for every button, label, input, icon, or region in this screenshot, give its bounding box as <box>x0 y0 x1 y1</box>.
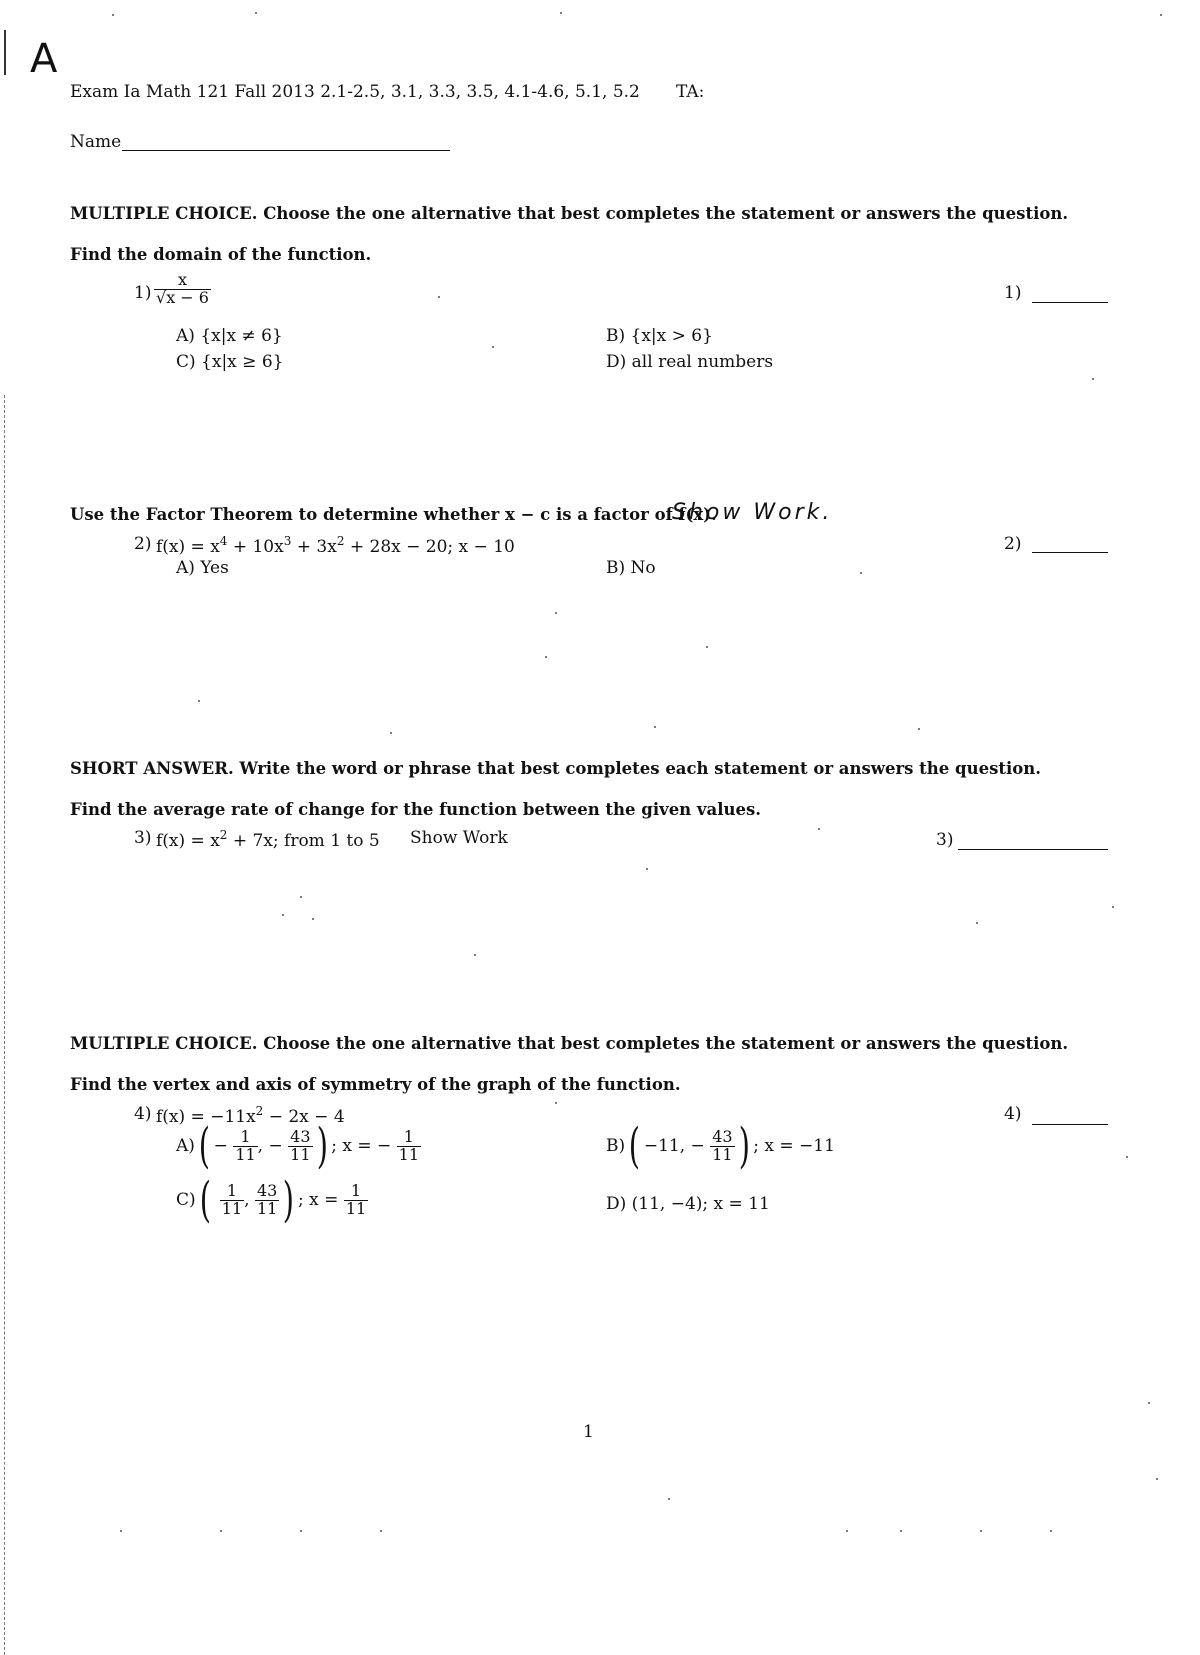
scan-speck <box>112 14 114 16</box>
scan-edge-line <box>4 395 7 1655</box>
q1-numerator: x <box>177 270 187 289</box>
scan-speck <box>282 914 284 916</box>
choice-a[interactable]: A) Yes <box>176 558 229 578</box>
scan-speck <box>818 828 820 830</box>
answer-line[interactable] <box>958 849 1108 850</box>
scan-speck <box>860 572 862 574</box>
scan-speck <box>1126 1156 1128 1158</box>
scan-speck <box>380 1530 382 1532</box>
choice-c[interactable]: C) {x|x ≥ 6} <box>176 352 284 372</box>
scan-speck <box>668 1498 670 1500</box>
choice-d[interactable]: D) all real numbers <box>606 352 774 372</box>
scan-speck <box>474 954 476 956</box>
question-number: 3) <box>134 828 152 848</box>
choice-a[interactable]: A)( − $\frac{1}{11}$ , − $\frac{43}{11}$ ) ; x = − $\frac{1}{11}$ <box>176 1118 420 1174</box>
scan-edge-line <box>4 30 6 75</box>
section-instruction: SHORT ANSWER. Write the word or phrase that best completes each statement or answers the question. <box>70 759 1041 778</box>
scan-speck <box>1092 378 1094 380</box>
answer-line[interactable] <box>1032 302 1108 303</box>
scan-speck <box>918 728 920 730</box>
ta-label: TA: <box>676 82 705 102</box>
q4-function: $f(x) = -11x^2 - 2x - 4$ <box>156 1104 345 1127</box>
scan-speck <box>560 12 562 14</box>
choice-c[interactable]: C)( $\frac{1}{11}$ , $\frac{43}{11}$ ) ; x = $\frac{1}{11}$ <box>176 1172 367 1228</box>
handwritten-note: Show Work. <box>672 500 833 525</box>
answer-line[interactable] <box>1032 1124 1108 1125</box>
choice-a[interactable]: A) {x|x ≠ 6} <box>176 326 283 346</box>
scan-speck <box>1160 14 1162 16</box>
section-subheading: Find the vertex and axis of symmetry of the graph of the function. <box>70 1075 681 1094</box>
scan-speck <box>438 296 440 298</box>
choice-b[interactable]: B) No <box>606 558 656 578</box>
scan-speck <box>646 868 648 870</box>
scan-speck <box>120 1530 122 1532</box>
choice-d[interactable]: D) (11, −4); x = 11 <box>606 1194 770 1214</box>
scan-speck <box>545 656 547 658</box>
scan-speck <box>1148 1402 1150 1404</box>
name-field-line[interactable] <box>122 150 450 151</box>
name-label: Name <box>70 132 122 152</box>
scan-speck <box>1050 1530 1052 1532</box>
q1-denominator: √x − 6 <box>156 287 209 307</box>
answer-label: 3) <box>936 830 954 850</box>
question-number: 1) <box>134 283 152 303</box>
answer-label: 2) <box>1004 534 1022 554</box>
scan-speck <box>255 12 257 14</box>
scan-speck <box>846 1530 848 1532</box>
q1-fraction <box>154 272 211 307</box>
scan-speck <box>300 1530 302 1532</box>
answer-label: 1) <box>1004 283 1022 303</box>
scan-speck <box>976 922 978 924</box>
exam-title: Exam Ia Math 121 Fall 2013 2.1-2.5, 3.1, 3.3, 3.5, 4.1-4.6, 5.1, 5.2 <box>70 82 640 102</box>
choice-b[interactable]: B)( −11, − $\frac{43}{11}$ ) ; x = −11 <box>606 1118 835 1174</box>
show-work-note: Show Work <box>410 828 508 848</box>
answer-label: 4) <box>1004 1104 1022 1124</box>
q2-function: $f(x) = x^4 + 10x^3 + 3x^2 + 28x - 20$; x − 10 <box>156 534 515 557</box>
question-number: 2) <box>134 534 152 554</box>
section-instruction: MULTIPLE CHOICE. Choose the one alternative that best completes the statement or answers the question. <box>70 204 1069 223</box>
scan-speck <box>198 700 200 702</box>
choice-b[interactable]: B) {x|x > 6} <box>606 326 713 346</box>
scan-speck <box>980 1530 982 1532</box>
page-number: 1 <box>583 1422 594 1442</box>
q3-function: $f(x) = x^2 + 7x$; from 1 to 5 <box>156 828 380 851</box>
scan-speck <box>300 896 302 898</box>
scan-speck <box>1156 1478 1158 1480</box>
scan-speck <box>900 1530 902 1532</box>
scan-speck <box>555 612 557 614</box>
scan-speck <box>492 346 494 348</box>
question-number: 4) <box>134 1104 152 1124</box>
scan-speck <box>1112 906 1114 908</box>
scan-speck <box>706 646 708 648</box>
answer-line[interactable] <box>1032 552 1108 553</box>
section-subheading: Find the domain of the function. <box>70 245 372 264</box>
scan-speck <box>220 1530 222 1532</box>
section-instruction: MULTIPLE CHOICE. Choose the one alternative that best completes the statement or answers the question. <box>70 1034 1069 1053</box>
scan-speck <box>312 918 314 920</box>
scan-speck <box>555 1102 557 1104</box>
scan-speck <box>654 726 656 728</box>
section-subheading: Find the average rate of change for the function between the given values. <box>70 800 762 819</box>
handwritten-mark: A <box>30 36 61 82</box>
section-subheading: Use the Factor Theorem to determine whether x − c is a factor of f(x). <box>70 505 717 524</box>
scan-speck <box>390 732 392 734</box>
